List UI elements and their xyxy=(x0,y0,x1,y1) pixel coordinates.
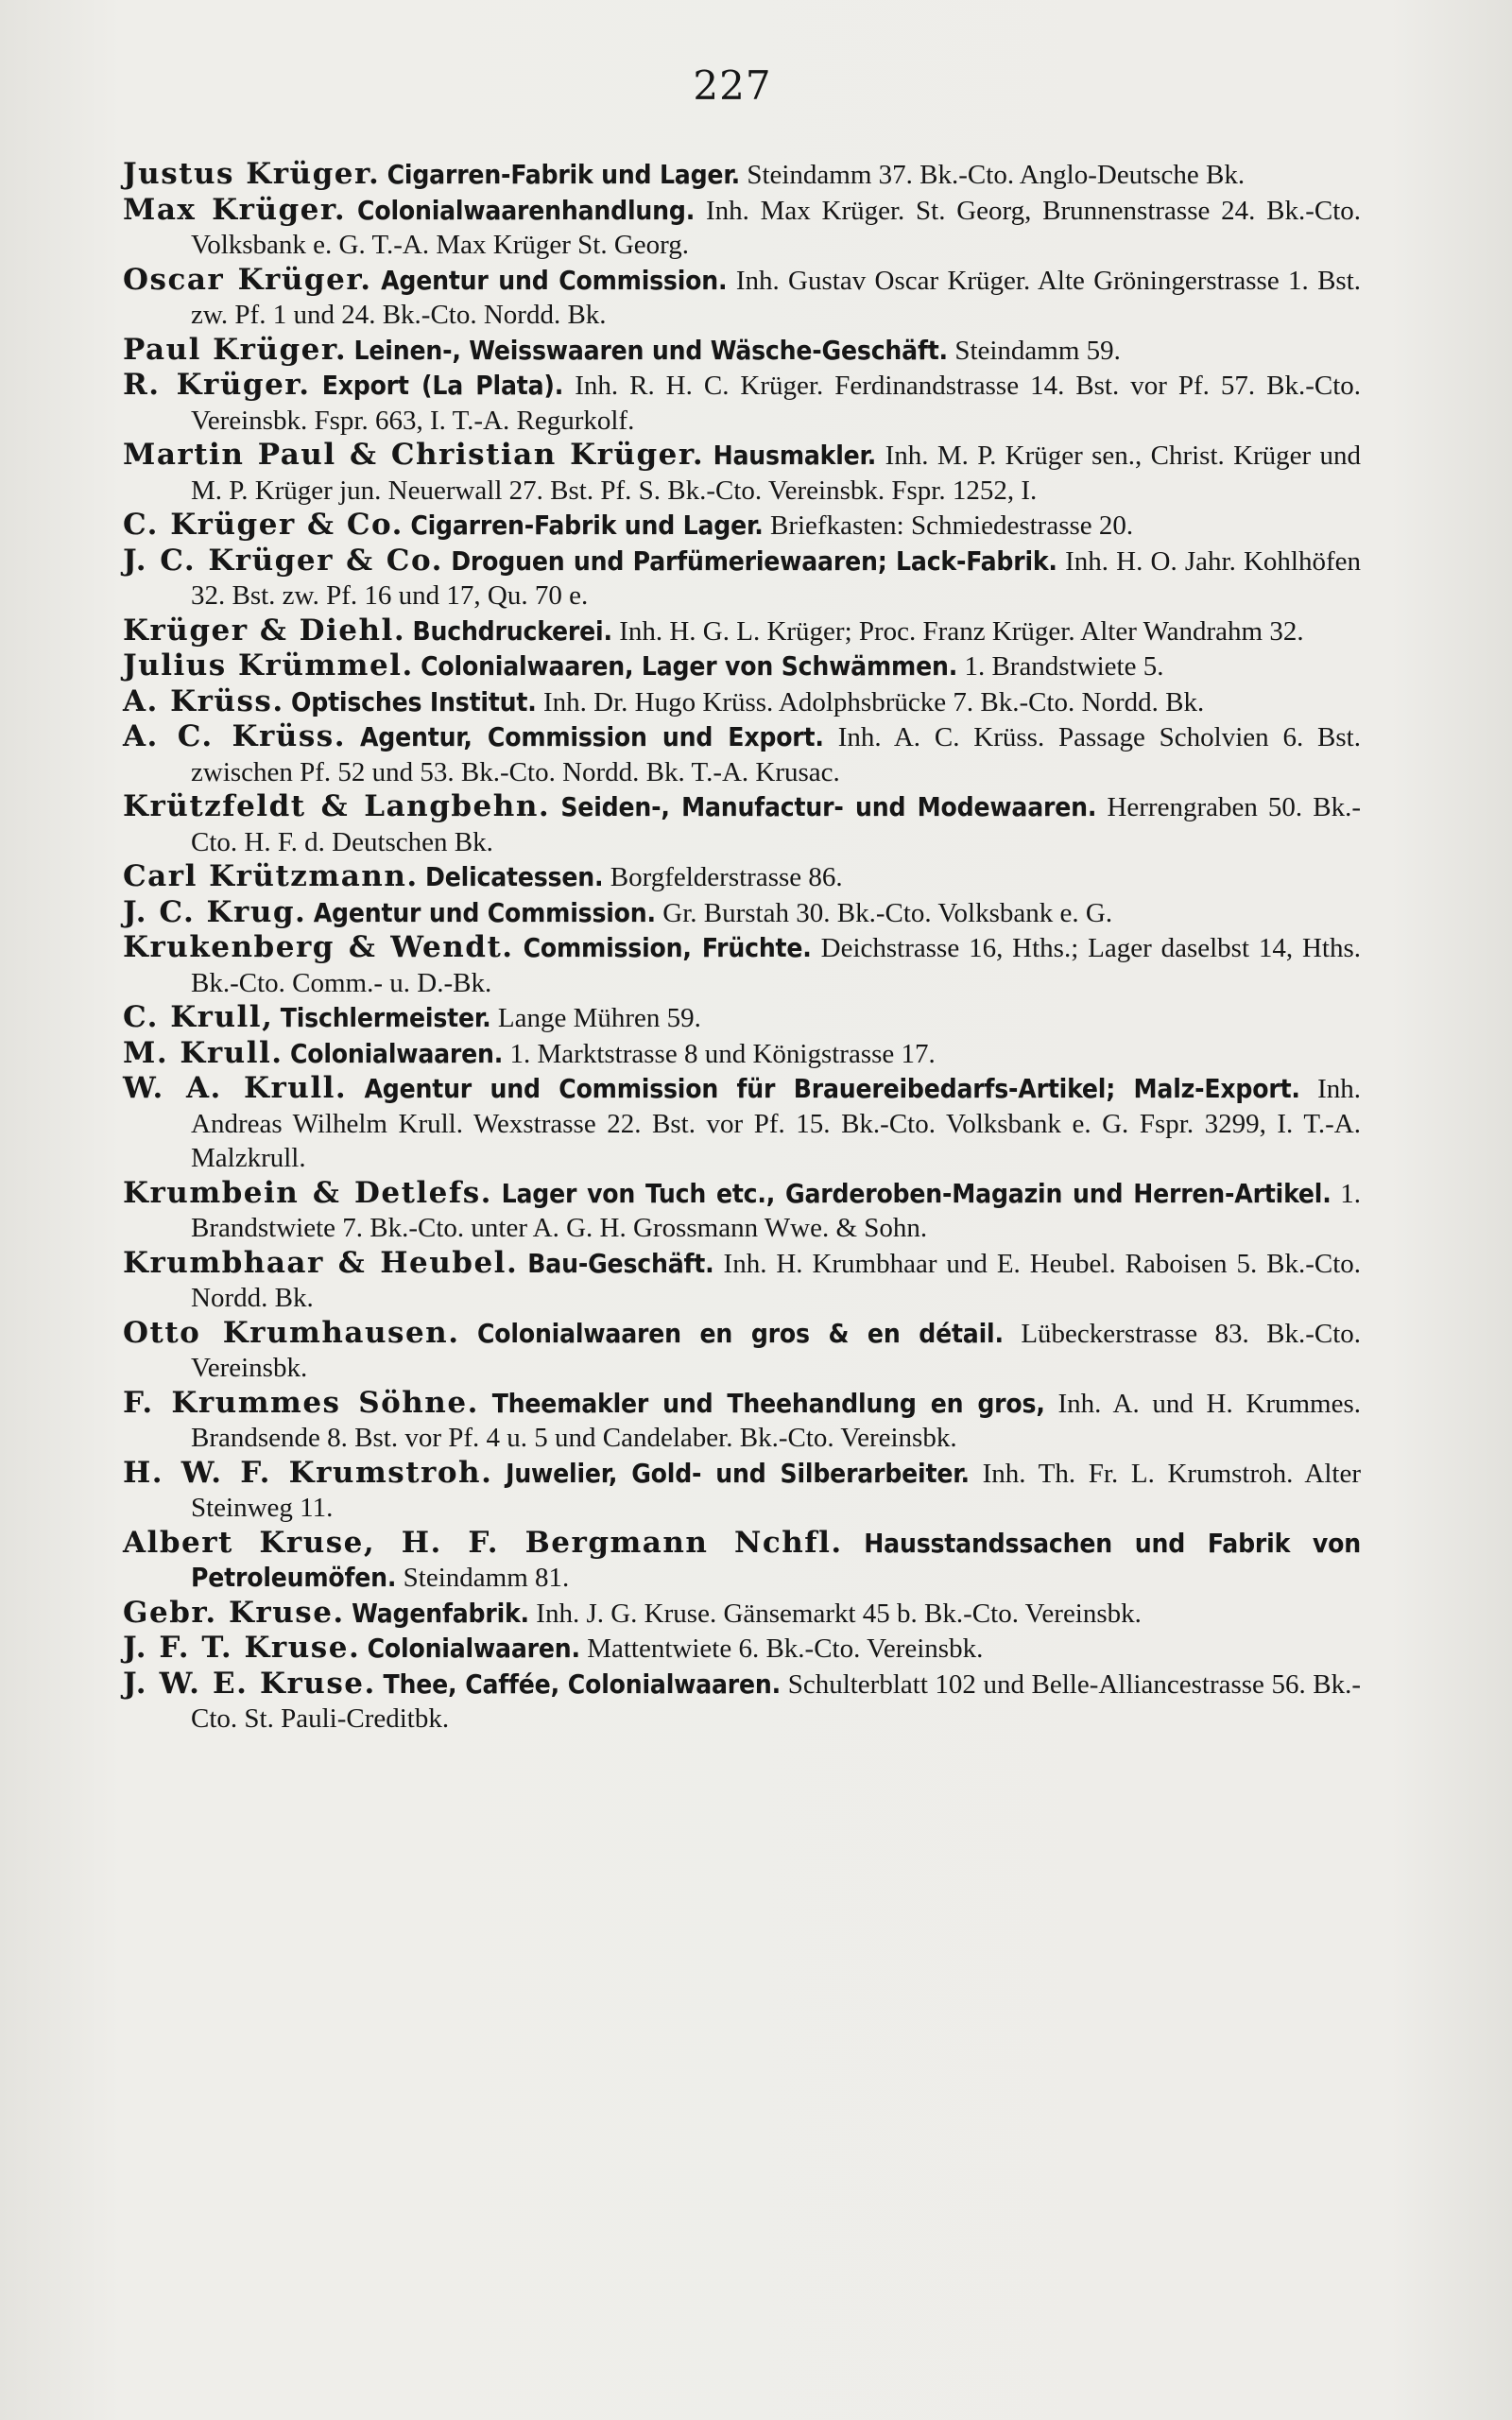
entry-name: C. Krull, xyxy=(123,1000,274,1034)
entry-name: Carl Krützmann. xyxy=(123,859,419,893)
page-number: 227 xyxy=(693,62,772,109)
directory-entry xyxy=(123,1386,1361,1456)
entry-business: Colonialwaaren en gros & en détail. xyxy=(477,1317,1004,1349)
entry-details: Steindamm 81. xyxy=(403,1563,570,1593)
entry-name: Max Krüger. xyxy=(123,192,347,227)
entry-name: Oscar Krüger. xyxy=(123,262,372,297)
entry-business: Optisches Institut. xyxy=(291,685,537,717)
directory-entry xyxy=(123,895,1361,931)
directory-entry xyxy=(123,719,1361,789)
directory-entry xyxy=(123,1316,1361,1386)
directory-entry xyxy=(123,789,1361,859)
entry-business: Wagenfabrik. xyxy=(352,1597,529,1629)
directory-entries xyxy=(123,157,1361,1737)
directory-entry xyxy=(123,1456,1361,1526)
entry-name: Justus Krüger. xyxy=(123,157,381,191)
entry-business: Colonialwaaren. xyxy=(367,1633,580,1664)
entry-name: W. A. Krull. xyxy=(123,1071,348,1105)
entry-details: Inh. M. P. Krüger sen., Christ. Krüger und M. P. Krüger jun. Neuerwall 27. Bst. Pf. S. Bk.-Cto. Vereinsbk. Fspr. 1252, I. xyxy=(191,441,1362,506)
entry-business: Droguen und Parfümeriewaaren; Lack-Fabrik. xyxy=(451,544,1057,577)
entry-name: J. C. Krüger & Co. xyxy=(123,543,443,578)
entry-name: Krumbein & Detlefs. xyxy=(123,1175,492,1210)
entry-details: Lange Mühren 59. xyxy=(497,1003,701,1033)
entry-name: A. C. Krüss. xyxy=(123,719,347,753)
entry-details: Briefkasten: Schmiedestrasse 20. xyxy=(769,510,1134,541)
directory-entry xyxy=(123,438,1361,508)
entry-details: Inh. Andreas Wilhelm Krull. Wexstrasse 22. Bst. vor Pf. 15. Bk.-Cto. Volksbank e. G. Fspr. 3299, I. T.-A. Malzkrull. xyxy=(191,1074,1362,1173)
entry-details: Inh. A. C. Krüss. Passage Scholvien 6. Bst. zwischen Pf. 52 und 53. Bk.-Cto. Nordd. Bk. T.-A. Krusac. xyxy=(191,722,1361,787)
entry-business: Leinen-, Weisswaaren und Wäsche-Geschäft. xyxy=(353,334,948,366)
entry-name: Krüger & Diehl. xyxy=(123,613,406,648)
entry-details: Inh. R. H. C. Krüger. Ferdinandstrasse 14. Bst. vor Pf. 57. Bk.-Cto. Vereinsbk. Fspr. 663, I. T.-A. Regurkolf. xyxy=(191,371,1362,436)
entry-details: 1. Marktstrasse 8 und Königstrasse 17. xyxy=(509,1038,936,1069)
entry-details: Borgfelderstrasse 86. xyxy=(610,862,843,892)
entry-details: Inh. Dr. Hugo Krüss. Adolphsbrücke 7. Bk.-Cto. Nordd. Bk. xyxy=(543,686,1205,717)
entry-business: Tischlermeister. xyxy=(280,1002,491,1033)
directory-entry xyxy=(123,508,1361,544)
directory-entry xyxy=(123,1036,1361,1072)
entry-details: Lübeckerstrasse 83. Bk.-Cto. Vereinsbk. xyxy=(191,1318,1362,1383)
directory-entry xyxy=(123,544,1361,614)
entry-business: Bau-Geschäft. xyxy=(527,1247,714,1279)
directory-entry xyxy=(123,157,1361,193)
entry-name: F. Krummes Söhne. xyxy=(123,1385,479,1420)
entry-name: M. Krull. xyxy=(123,1035,284,1070)
entry-name: C. Krüger & Co. xyxy=(123,508,404,542)
entry-business: Agentur, Commission und Export. xyxy=(359,721,824,752)
entry-business: Delicatessen. xyxy=(425,861,604,892)
entry-name: Krützfeldt & Langbehn. xyxy=(123,789,551,823)
entry-name: Albert Kruse, H. F. Bergmann Nchfl. xyxy=(123,1525,843,1560)
entry-business: Agentur und Commission. xyxy=(313,896,656,928)
entry-details: Inh. H. O. Jahr. Kohlhöfen 32. Bst. zw. Pf. 16 und 17, Qu. 70 e. xyxy=(191,545,1362,611)
entry-details: Schulterblatt 102 und Belle-Alliancestrasse 56. Bk.-Cto. St. Pauli-Creditbk. xyxy=(191,1668,1362,1734)
directory-entry xyxy=(123,859,1361,895)
entry-business: Agentur und Commission. xyxy=(381,264,728,296)
directory-entry xyxy=(123,684,1361,720)
entry-details: 1. Brandstwiete 7. Bk.-Cto. unter A. G. H. Grossmann Wwe. & Sohn. xyxy=(191,1178,1361,1243)
entry-name: Martin Paul & Christian Krüger. xyxy=(123,438,705,472)
entry-name: J. W. E. Kruse. xyxy=(123,1666,376,1701)
directory-entry xyxy=(123,930,1361,1000)
entry-details: Mattentwiete 6. Bk.-Cto. Vereinsbk. xyxy=(587,1634,984,1664)
entry-details: Deichstrasse 16, Hths.; Lager daselbst 14, Hths. Bk.-Cto. Comm.- u. D.-Bk. xyxy=(191,933,1362,998)
entry-name: Paul Krüger. xyxy=(123,332,348,367)
directory-entry xyxy=(123,1071,1361,1176)
entry-details: Inh. H. G. L. Krüger; Proc. Franz Krüger. Alter Wandrahm 32. xyxy=(619,615,1304,647)
directory-entry xyxy=(123,263,1361,333)
entry-details: Inh. Gustav Oscar Krüger. Alte Gröningerstrasse 1. Bst. zw. Pf. 1 und 24. Bk.-Cto. Nordd. Bk. xyxy=(191,265,1362,330)
entry-business: Hausstandssachen und Fabrik von Petroleumöfen. xyxy=(191,1527,1361,1593)
entry-business: Commission, Früchte. xyxy=(523,932,812,963)
entry-name: Otto Krumhausen. xyxy=(123,1315,460,1350)
entry-name: J. C. Krug. xyxy=(123,894,307,929)
directory-entry xyxy=(123,614,1361,649)
directory-entry xyxy=(123,1596,1361,1632)
entry-business: Colonialwaarenhandlung. xyxy=(357,194,696,226)
entry-name: Krukenberg & Wendt. xyxy=(123,930,514,964)
directory-entry xyxy=(123,648,1361,684)
entry-business: Colonialwaaren, Lager von Schwämmen. xyxy=(421,650,958,682)
entry-name: R. Krüger. xyxy=(123,368,311,402)
directory-entry xyxy=(123,1526,1361,1596)
entry-business: Theemakler und Theehandlung en gros, xyxy=(491,1387,1045,1419)
entry-name: Krumbhaar & Heubel. xyxy=(123,1245,519,1280)
directory-entry xyxy=(123,368,1361,438)
entry-business: Buchdruckerei. xyxy=(412,614,612,647)
entry-details: Inh. Max Krüger. St. Georg, Brunnenstrasse 24. Bk.-Cto. Volksbank e. G. T.-A. Max Krüger St. Georg. xyxy=(191,195,1362,260)
entry-name: J. F. T. Kruse. xyxy=(123,1631,361,1665)
entry-details: Inh. J. G. Kruse. Gänsemarkt 45 b. Bk.-Cto. Vereinsbk. xyxy=(536,1598,1142,1629)
directory-entry xyxy=(123,193,1361,263)
entry-name: A. Krüss. xyxy=(123,683,284,718)
directory-entry xyxy=(123,1176,1361,1246)
entry-name: Julius Krümmel. xyxy=(123,648,414,683)
directory-entry xyxy=(123,1631,1361,1667)
entry-business: Hausmakler. xyxy=(713,440,877,471)
entry-business: Cigarren-Fabrik und Lager. xyxy=(387,159,740,190)
directory-entry xyxy=(123,1000,1361,1036)
entry-business: Juwelier, Gold- und Silberarbeiter. xyxy=(506,1457,970,1489)
entry-details: 1. Brandstwiete 5. xyxy=(964,651,1164,682)
entry-name: Gebr. Kruse. xyxy=(123,1595,345,1630)
entry-business: Colonialwaaren. xyxy=(289,1037,504,1069)
entry-details: Herrengraben 50. Bk.-Cto. H. F. d. Deutschen Bk. xyxy=(191,792,1361,857)
entry-business: Thee, Caffée, Colonialwaaren. xyxy=(383,1668,782,1700)
entry-details: Inh. Th. Fr. L. Krumstroh. Alter Steinweg 11. xyxy=(191,1458,1362,1523)
entry-details: Inh. A. und H. Krummes. Brandsende 8. Bst. vor Pf. 4 u. 5 und Candelaber. Bk.-Cto. Vereinsbk. xyxy=(191,1388,1362,1453)
entry-business: Agentur und Commission für Brauereibedarfs-Artikel; Malz-Export. xyxy=(364,1073,1300,1104)
entry-details: Steindamm 37. Bk.-Cto. Anglo-Deutsche Bk. xyxy=(747,160,1246,190)
entry-business: Seiden-, Manufactur- und Modewaaren. xyxy=(560,791,1097,822)
entry-business: Export (La Plata). xyxy=(321,370,564,401)
entry-details: Gr. Burstah 30. Bk.-Cto. Volksbank e. G. xyxy=(662,897,1113,928)
directory-entry xyxy=(123,333,1361,369)
entry-details: Steindamm 59. xyxy=(954,335,1121,366)
entry-business: Lager von Tuch etc., Garderoben-Magazin und Herren-Artikel. xyxy=(501,1177,1332,1209)
directory-entry xyxy=(123,1667,1361,1737)
directory-entry xyxy=(123,1246,1361,1316)
entry-business: Cigarren-Fabrik und Lager. xyxy=(410,510,764,541)
entry-name: H. W. F. Krumstroh. xyxy=(123,1455,493,1490)
entry-details: Inh. H. Krumbhaar und E. Heubel. Raboisen 5. Bk.-Cto. Nordd. Bk. xyxy=(191,1248,1362,1313)
